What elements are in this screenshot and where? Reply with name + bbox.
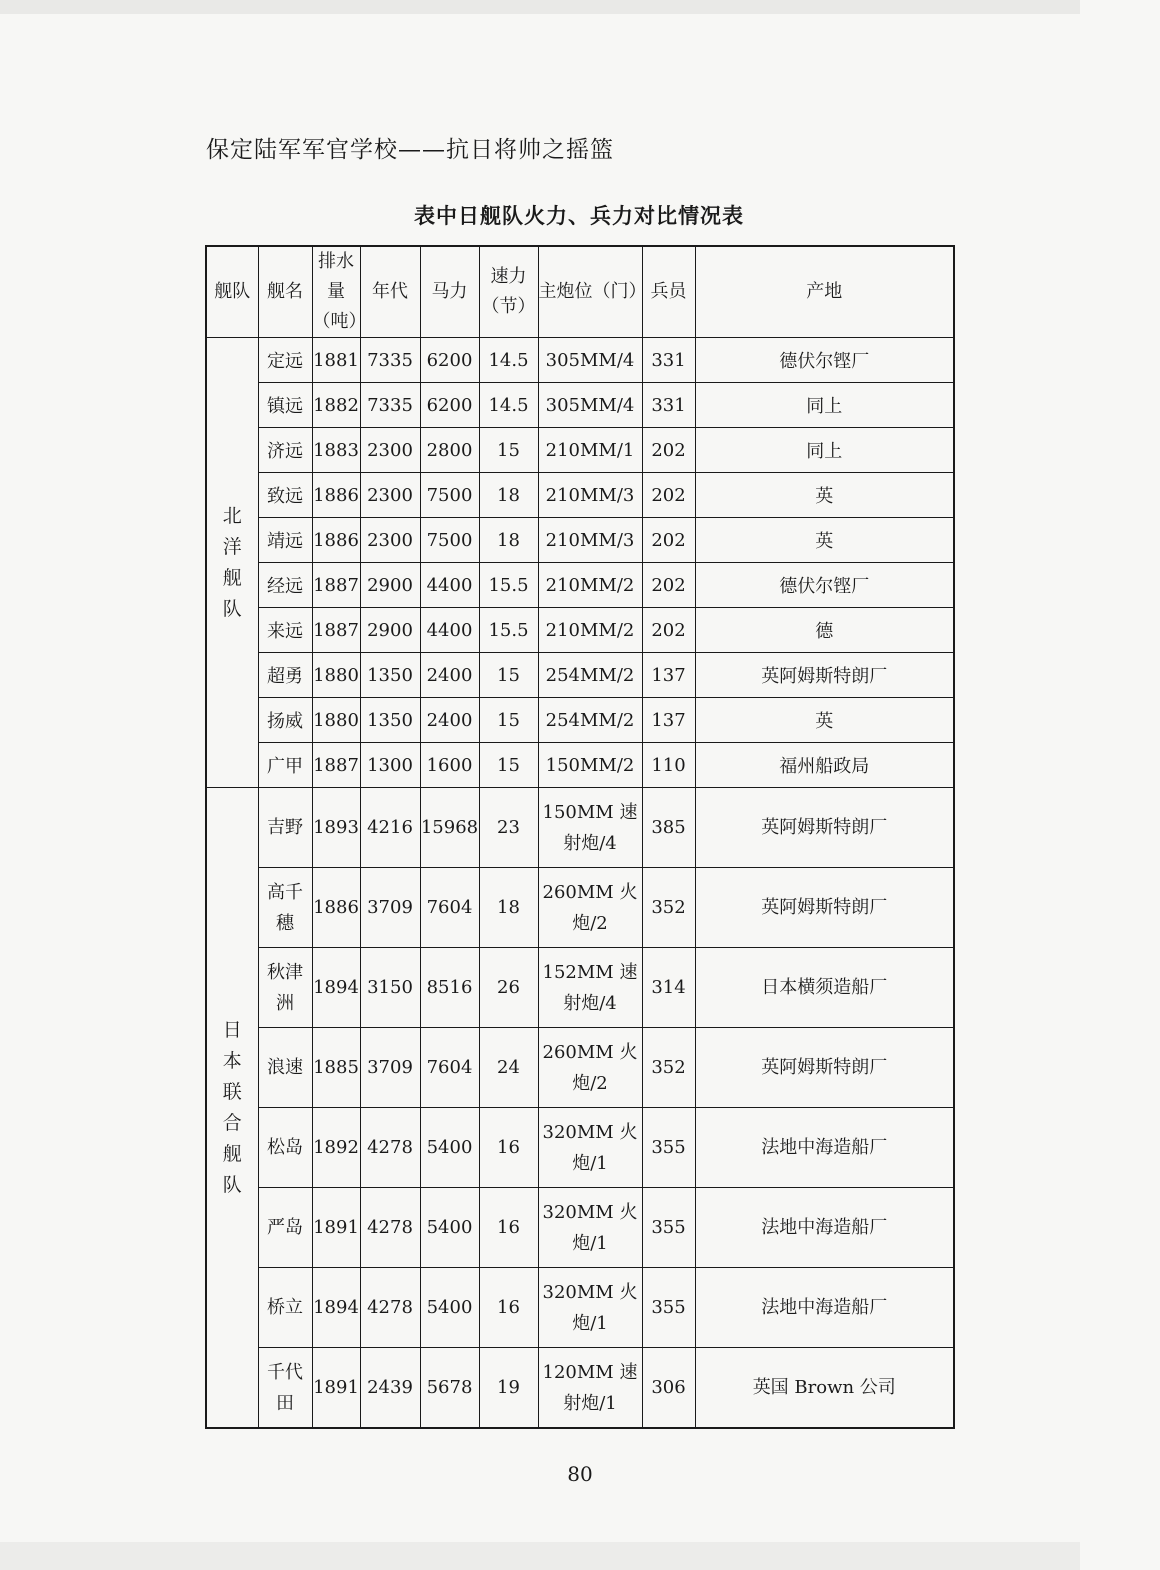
cell-name: 经远 xyxy=(258,563,312,608)
cell-crew: 110 xyxy=(642,743,695,788)
cell-crew: 355 xyxy=(642,1108,695,1188)
table-row xyxy=(206,698,954,743)
cell-year: 1350 xyxy=(360,698,420,743)
cell-displacement: 1881 xyxy=(312,338,360,383)
cell-origin: 英国 Brown 公司 xyxy=(695,1348,954,1429)
page-number: 80 xyxy=(567,1462,593,1486)
cell-origin: 法地中海造船厂 xyxy=(695,1188,954,1268)
cell-horsepower: 5400 xyxy=(420,1268,479,1348)
cell-horsepower: 7500 xyxy=(420,518,479,563)
cell-horsepower: 7604 xyxy=(420,868,479,948)
table-row xyxy=(206,1268,954,1348)
cell-main-guns: 150MM/2 xyxy=(538,743,642,788)
table-row xyxy=(206,338,954,383)
header-main-guns: 主炮位（门） xyxy=(538,246,642,338)
cell-crew: 352 xyxy=(642,868,695,948)
cell-main-guns: 260MM 火炮/2 xyxy=(538,868,642,948)
header-name: 舰名 xyxy=(258,246,312,338)
scan-bottom-band xyxy=(0,1542,1080,1570)
cell-year: 1350 xyxy=(360,653,420,698)
cell-displacement: 1887 xyxy=(312,743,360,788)
table-row xyxy=(206,563,954,608)
cell-horsepower: 15968 xyxy=(420,788,479,868)
cell-year: 2300 xyxy=(360,473,420,518)
cell-crew: 355 xyxy=(642,1268,695,1348)
cell-year: 3150 xyxy=(360,948,420,1028)
cell-speed: 26 xyxy=(479,948,538,1028)
cell-origin: 德伏尔铿厂 xyxy=(695,338,954,383)
table-row xyxy=(206,383,954,428)
cell-main-guns: 120MM 速射炮/1 xyxy=(538,1348,642,1429)
cell-speed: 15.5 xyxy=(479,608,538,653)
fleet-group-label: 日本联合舰队 xyxy=(206,788,258,1429)
cell-origin: 英 xyxy=(695,473,954,518)
cell-main-guns: 260MM 火炮/2 xyxy=(538,1028,642,1108)
cell-horsepower: 6200 xyxy=(420,383,479,428)
cell-horsepower: 2400 xyxy=(420,653,479,698)
cell-horsepower: 4400 xyxy=(420,608,479,653)
cell-horsepower: 2800 xyxy=(420,428,479,473)
cell-year: 7335 xyxy=(360,383,420,428)
table-row xyxy=(206,1108,954,1188)
header-fleet: 舰队 xyxy=(206,246,258,338)
table-row xyxy=(206,1348,954,1429)
header-horsepower: 马力 xyxy=(420,246,479,338)
table-row xyxy=(206,788,954,868)
header-displacement: 排水量（吨） xyxy=(312,246,360,338)
cell-origin: 同上 xyxy=(695,383,954,428)
cell-main-guns: 305MM/4 xyxy=(538,338,642,383)
header-year: 年代 xyxy=(360,246,420,338)
cell-main-guns: 320MM 火炮/1 xyxy=(538,1268,642,1348)
cell-speed: 15 xyxy=(479,428,538,473)
cell-speed: 19 xyxy=(479,1348,538,1429)
cell-origin: 英阿姆斯特朗厂 xyxy=(695,1028,954,1108)
cell-crew: 202 xyxy=(642,428,695,473)
cell-horsepower: 1600 xyxy=(420,743,479,788)
cell-displacement: 1886 xyxy=(312,518,360,563)
cell-name: 严岛 xyxy=(258,1188,312,1268)
cell-year: 3709 xyxy=(360,868,420,948)
cell-origin: 德 xyxy=(695,608,954,653)
cell-crew: 331 xyxy=(642,383,695,428)
cell-name: 高千穗 xyxy=(258,868,312,948)
cell-main-guns: 210MM/3 xyxy=(538,473,642,518)
header-speed: 速力（节） xyxy=(479,246,538,338)
cell-speed: 18 xyxy=(479,518,538,563)
cell-name: 浪速 xyxy=(258,1028,312,1108)
cell-speed: 14.5 xyxy=(479,338,538,383)
cell-crew: 202 xyxy=(642,518,695,563)
table-header-row xyxy=(206,246,954,338)
cell-speed: 15 xyxy=(479,698,538,743)
cell-displacement: 1887 xyxy=(312,608,360,653)
running-header: 保定陆军军官学校——抗日将帅之摇篮 xyxy=(206,137,614,163)
cell-name: 千代田 xyxy=(258,1348,312,1429)
cell-year: 4278 xyxy=(360,1108,420,1188)
fleet-comparison-table xyxy=(205,245,955,1429)
cell-crew: 306 xyxy=(642,1348,695,1429)
cell-displacement: 1885 xyxy=(312,1028,360,1108)
fleet-group-label: 北洋舰队 xyxy=(206,338,258,788)
cell-displacement: 1880 xyxy=(312,698,360,743)
cell-speed: 23 xyxy=(479,788,538,868)
cell-year: 2439 xyxy=(360,1348,420,1429)
table-row xyxy=(206,518,954,563)
cell-name: 定远 xyxy=(258,338,312,383)
cell-speed: 14.5 xyxy=(479,383,538,428)
cell-name: 吉野 xyxy=(258,788,312,868)
cell-main-guns: 305MM/4 xyxy=(538,383,642,428)
cell-crew: 352 xyxy=(642,1028,695,1108)
table-row xyxy=(206,653,954,698)
cell-year: 4278 xyxy=(360,1188,420,1268)
cell-origin: 德伏尔铿厂 xyxy=(695,563,954,608)
cell-year: 2900 xyxy=(360,608,420,653)
cell-displacement: 1893 xyxy=(312,788,360,868)
cell-horsepower: 5400 xyxy=(420,1108,479,1188)
cell-displacement: 1891 xyxy=(312,1348,360,1429)
table-row xyxy=(206,948,954,1028)
cell-crew: 331 xyxy=(642,338,695,383)
cell-speed: 15 xyxy=(479,653,538,698)
cell-origin: 英 xyxy=(695,698,954,743)
cell-speed: 15 xyxy=(479,743,538,788)
header-crew: 兵员 xyxy=(642,246,695,338)
cell-crew: 137 xyxy=(642,653,695,698)
table-title: 表中日舰队火力、兵力对比情况表 xyxy=(414,204,744,228)
cell-origin: 英阿姆斯特朗厂 xyxy=(695,653,954,698)
cell-main-guns: 210MM/2 xyxy=(538,563,642,608)
cell-displacement: 1894 xyxy=(312,948,360,1028)
cell-origin: 英 xyxy=(695,518,954,563)
cell-crew: 314 xyxy=(642,948,695,1028)
cell-origin: 福州船政局 xyxy=(695,743,954,788)
cell-name: 镇远 xyxy=(258,383,312,428)
cell-main-guns: 320MM 火炮/1 xyxy=(538,1188,642,1268)
cell-year: 1300 xyxy=(360,743,420,788)
cell-year: 2900 xyxy=(360,563,420,608)
cell-displacement: 1880 xyxy=(312,653,360,698)
cell-name: 靖远 xyxy=(258,518,312,563)
cell-main-guns: 210MM/2 xyxy=(538,608,642,653)
cell-origin: 法地中海造船厂 xyxy=(695,1108,954,1188)
cell-horsepower: 5400 xyxy=(420,1188,479,1268)
cell-displacement: 1891 xyxy=(312,1188,360,1268)
cell-horsepower: 8516 xyxy=(420,948,479,1028)
cell-main-guns: 152MM 速射炮/4 xyxy=(538,948,642,1028)
cell-crew: 202 xyxy=(642,608,695,653)
cell-origin: 法地中海造船厂 xyxy=(695,1268,954,1348)
cell-horsepower: 2400 xyxy=(420,698,479,743)
table-row xyxy=(206,743,954,788)
table-row xyxy=(206,428,954,473)
cell-crew: 202 xyxy=(642,563,695,608)
cell-speed: 18 xyxy=(479,868,538,948)
table-row xyxy=(206,608,954,653)
cell-name: 广甲 xyxy=(258,743,312,788)
cell-year: 4278 xyxy=(360,1268,420,1348)
cell-year: 2300 xyxy=(360,518,420,563)
cell-displacement: 1892 xyxy=(312,1108,360,1188)
cell-name: 桥立 xyxy=(258,1268,312,1348)
cell-speed: 16 xyxy=(479,1108,538,1188)
cell-horsepower: 7604 xyxy=(420,1028,479,1108)
cell-name: 济远 xyxy=(258,428,312,473)
cell-displacement: 1882 xyxy=(312,383,360,428)
cell-year: 2300 xyxy=(360,428,420,473)
cell-speed: 18 xyxy=(479,473,538,518)
cell-origin: 日本横须造船厂 xyxy=(695,948,954,1028)
cell-origin: 英阿姆斯特朗厂 xyxy=(695,788,954,868)
cell-name: 扬威 xyxy=(258,698,312,743)
cell-main-guns: 254MM/2 xyxy=(538,698,642,743)
cell-displacement: 1887 xyxy=(312,563,360,608)
cell-crew: 355 xyxy=(642,1188,695,1268)
cell-name: 来远 xyxy=(258,608,312,653)
cell-displacement: 1894 xyxy=(312,1268,360,1348)
cell-origin: 英阿姆斯特朗厂 xyxy=(695,868,954,948)
cell-year: 7335 xyxy=(360,338,420,383)
cell-crew: 202 xyxy=(642,473,695,518)
cell-main-guns: 210MM/1 xyxy=(538,428,642,473)
cell-horsepower: 6200 xyxy=(420,338,479,383)
cell-main-guns: 320MM 火炮/1 xyxy=(538,1108,642,1188)
cell-speed: 16 xyxy=(479,1188,538,1268)
cell-speed: 15.5 xyxy=(479,563,538,608)
header-origin: 产地 xyxy=(695,246,954,338)
cell-main-guns: 254MM/2 xyxy=(538,653,642,698)
scan-top-band xyxy=(0,0,1080,14)
cell-name: 致远 xyxy=(258,473,312,518)
table-row xyxy=(206,868,954,948)
cell-horsepower: 5678 xyxy=(420,1348,479,1429)
cell-crew: 385 xyxy=(642,788,695,868)
cell-main-guns: 210MM/3 xyxy=(538,518,642,563)
cell-crew: 137 xyxy=(642,698,695,743)
cell-name: 超勇 xyxy=(258,653,312,698)
cell-speed: 16 xyxy=(479,1268,538,1348)
cell-name: 秋津洲 xyxy=(258,948,312,1028)
table-row xyxy=(206,1188,954,1268)
cell-displacement: 1886 xyxy=(312,868,360,948)
cell-origin: 同上 xyxy=(695,428,954,473)
cell-year: 3709 xyxy=(360,1028,420,1108)
cell-speed: 24 xyxy=(479,1028,538,1108)
table-row xyxy=(206,473,954,518)
cell-year: 4216 xyxy=(360,788,420,868)
cell-displacement: 1883 xyxy=(312,428,360,473)
cell-name: 松岛 xyxy=(258,1108,312,1188)
table-row xyxy=(206,1028,954,1108)
cell-horsepower: 4400 xyxy=(420,563,479,608)
cell-displacement: 1886 xyxy=(312,473,360,518)
cell-main-guns: 150MM 速射炮/4 xyxy=(538,788,642,868)
cell-horsepower: 7500 xyxy=(420,473,479,518)
